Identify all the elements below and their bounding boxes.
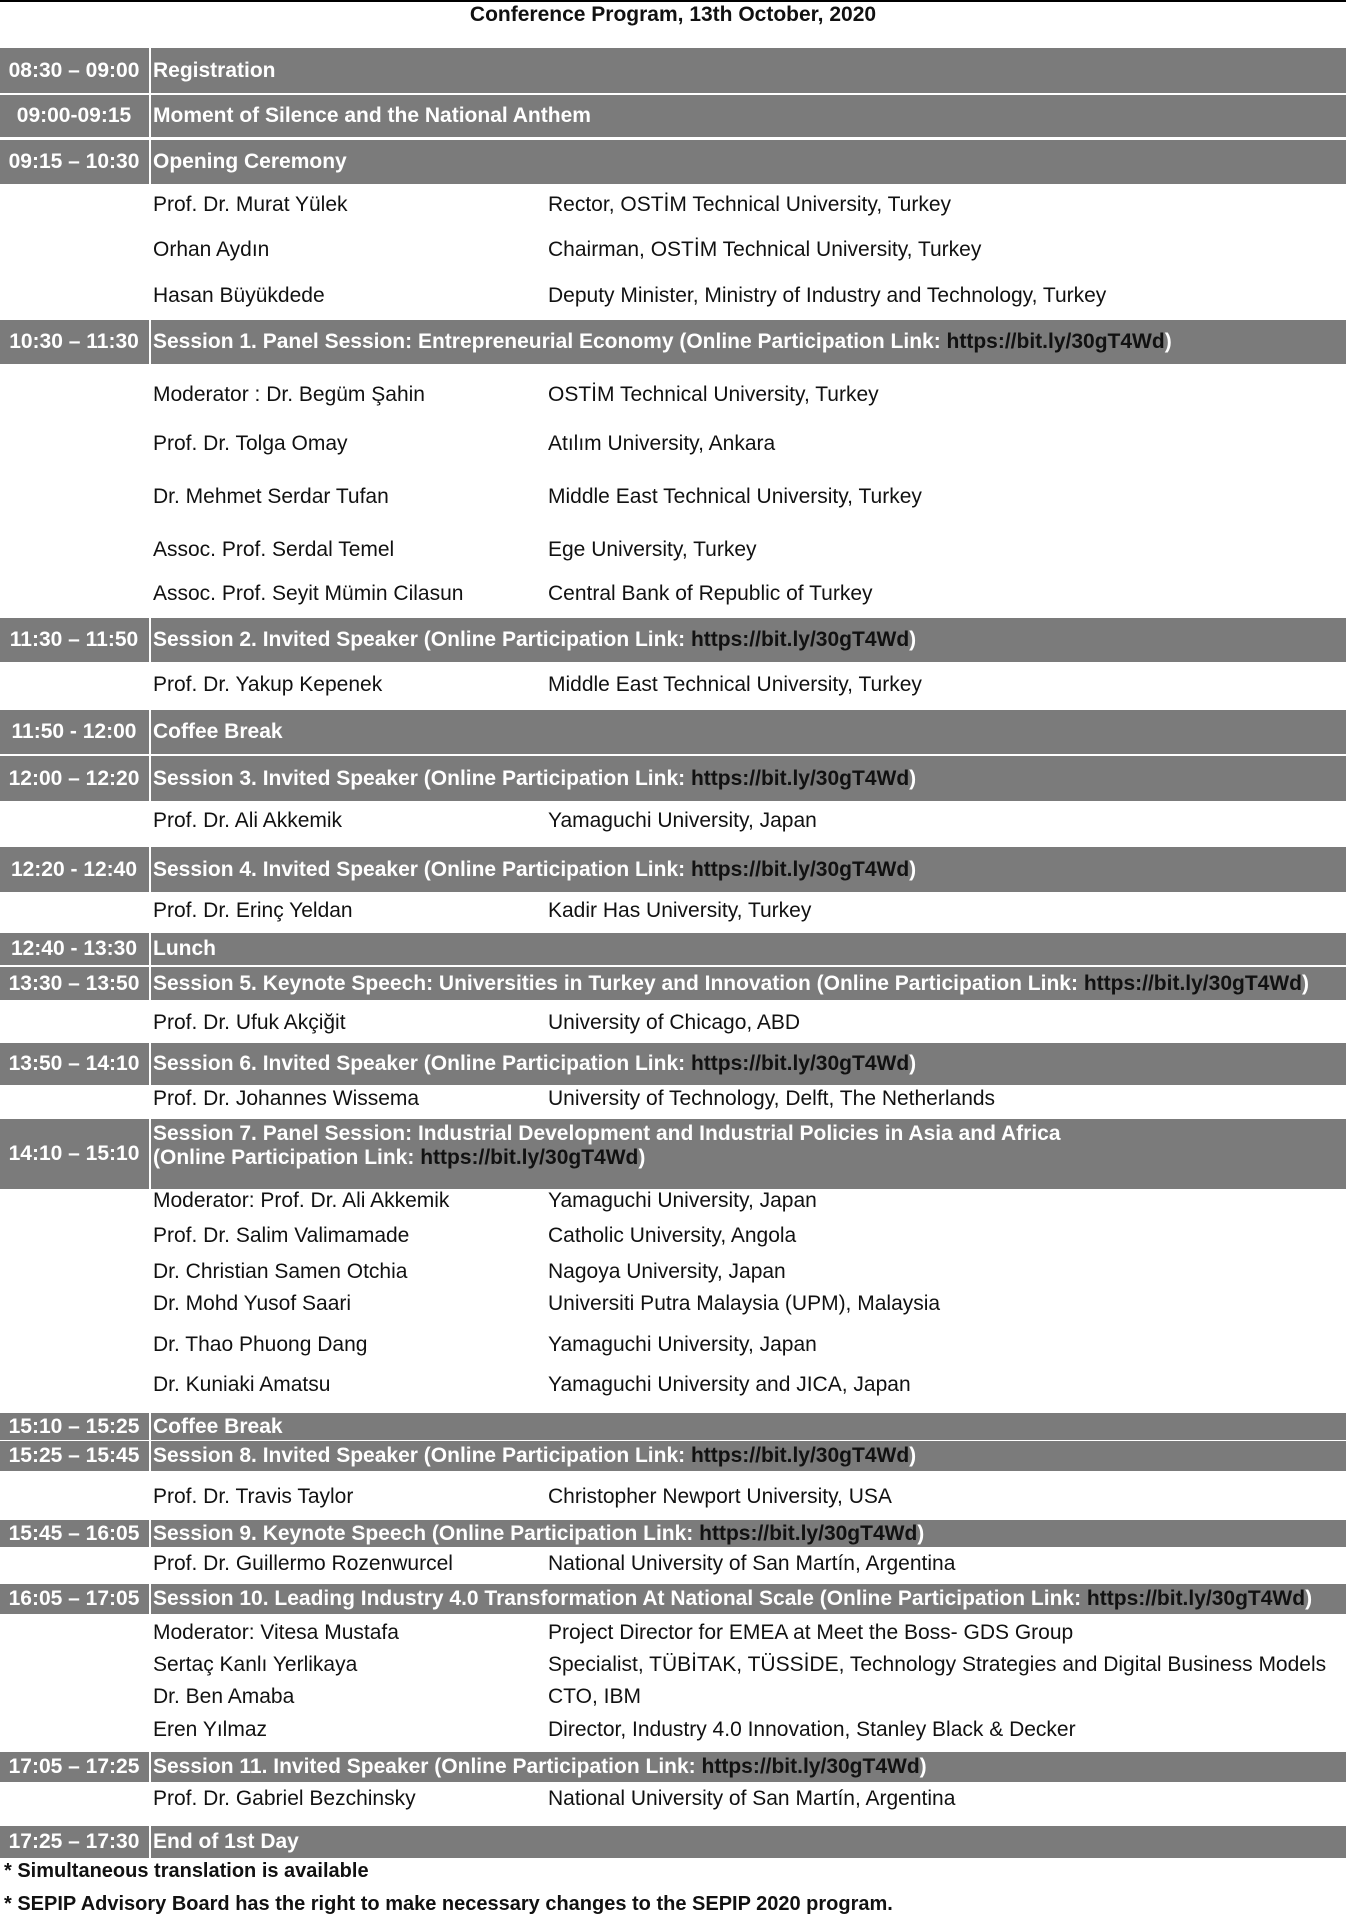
- speaker-name: Prof. Dr. Guillermo Rozenwurcel: [153, 1552, 453, 1575]
- session-title-line1: Session 7. Panel Session: Industrial Development and Industrial Policies in Asia and Africa: [153, 1122, 1061, 1145]
- speaker-name: Dr. Christian Samen Otchia: [153, 1260, 408, 1283]
- time-divider: [149, 1441, 151, 1471]
- session-label: Moment of Silence and the National Anthem: [153, 104, 591, 127]
- session-label: Lunch: [153, 937, 216, 960]
- session-label: Coffee Break: [153, 720, 283, 743]
- session-label: Session 4. Invited Speaker (Online Participation Link:: [153, 857, 691, 881]
- session-header-bar: [0, 618, 1346, 662]
- speaker-name: Prof. Dr. Ufuk Akçiğit: [153, 1011, 346, 1034]
- session-label: Session 1. Panel Session: Entrepreneurial Economy (Online Participation Link:: [153, 330, 947, 353]
- session-time: 12:40 - 13:30: [10, 937, 138, 960]
- speaker-name: Eren Yılmaz: [153, 1718, 267, 1741]
- speaker-affiliation: Deputy Minister, Ministry of Industry and Technology, Turkey: [548, 284, 1107, 307]
- note-advisory: * SEPIP Advisory Board has the right to make necessary changes to the SEPIP 2020 program.: [4, 1893, 893, 1915]
- session-time: 17:05 – 17:25: [8, 1755, 140, 1778]
- session-header-bar: [0, 1441, 1346, 1471]
- speaker-name: Orhan Aydın: [153, 238, 270, 261]
- participation-link[interactable]: https://bit.ly/30gT4Wd: [690, 1444, 910, 1467]
- speaker-affiliation: Atılım University, Ankara: [548, 432, 776, 455]
- close-paren: ): [1301, 971, 1309, 995]
- close-paren: ): [917, 1521, 925, 1545]
- session-title: [153, 967, 1342, 1000]
- participation-link[interactable]: https://bit.ly/30gT4Wd: [420, 1146, 639, 1169]
- session-header-bar: [0, 710, 1346, 754]
- session-title: [153, 1826, 1342, 1858]
- time-divider: [149, 1584, 151, 1614]
- session-title: [153, 1520, 1342, 1547]
- session-time: 14:10 – 15:10: [8, 1142, 140, 1165]
- session-label: End of 1st Day: [153, 1830, 299, 1853]
- note-translation: * Simultaneous translation is available: [4, 1860, 369, 1882]
- session-time: 12:20 - 12:40: [10, 857, 138, 881]
- session-header-bar: [0, 1752, 1346, 1782]
- session-label: Session 10. Leading Industry 4.0 Transformation At National Scale (Online Participation Link:: [153, 1587, 1087, 1610]
- speaker-name: Prof. Dr. Salim Valimamade: [153, 1224, 410, 1247]
- time-divider: [149, 1043, 151, 1085]
- session-time: 11:50 - 12:00: [11, 720, 137, 743]
- speaker-affiliation: Yamaguchi University, Japan: [548, 1333, 817, 1356]
- speaker-name: Prof. Dr. Johannes Wissema: [153, 1087, 420, 1110]
- session-header-bar: [0, 48, 1346, 93]
- speaker-affiliation: Kadir Has University, Turkey: [548, 899, 812, 922]
- session-header-bar: [0, 95, 1346, 137]
- close-paren: ): [1164, 330, 1172, 353]
- session-time: 17:25 – 17:30: [8, 1830, 140, 1853]
- time-divider: [149, 140, 151, 184]
- speaker-affiliation: Specialist, TÜBİTAK, TÜSSİDE, Technology Strategies and Digital Business Models: [548, 1653, 1327, 1676]
- speaker-affiliation: Director, Industry 4.0 Innovation, Stanley Black & Decker: [548, 1718, 1076, 1741]
- session-time: 09:00-09:15: [16, 104, 132, 127]
- session-time: 15:45 – 16:05: [8, 1521, 140, 1545]
- speaker-affiliation: Yamaguchi University and JICA, Japan: [548, 1373, 911, 1396]
- speaker-name: Moderator : Dr. Begüm Şahin: [153, 383, 425, 406]
- speaker-name: Hasan Büyükdede: [153, 284, 325, 307]
- session-title: [153, 320, 1342, 364]
- speaker-affiliation: Nagoya University, Japan: [548, 1260, 786, 1283]
- session-label: Session 11. Invited Speaker (Online Participation Link:: [153, 1755, 702, 1778]
- session-label: Session 3. Invited Speaker (Online Participation Link:: [153, 766, 691, 790]
- speaker-affiliation: OSTİM Technical University, Turkey: [548, 383, 879, 406]
- time-divider: [149, 933, 151, 965]
- close-paren: ): [909, 766, 917, 790]
- speaker-name: Prof. Dr. Ali Akkemik: [153, 809, 343, 832]
- participation-link[interactable]: https://bit.ly/30gT4Wd: [690, 1052, 910, 1075]
- time-divider: [149, 1826, 151, 1858]
- session-header-bar: [0, 1520, 1346, 1547]
- session-time: 13:30 – 13:50: [8, 971, 140, 995]
- speaker-name: Dr. Kuniaki Amatsu: [153, 1373, 331, 1396]
- session-label: Session 9. Keynote Speech (Online Participation Link:: [153, 1521, 700, 1545]
- session-title: [153, 1413, 1342, 1440]
- speaker-name: Prof. Dr. Murat Yülek: [153, 193, 348, 216]
- session-header-bar: [0, 1043, 1346, 1085]
- close-paren: ): [909, 1052, 917, 1075]
- close-paren: ): [909, 857, 917, 881]
- speaker-affiliation: Central Bank of Republic of Turkey: [548, 582, 873, 605]
- time-divider: [149, 1752, 151, 1782]
- speaker-affiliation: Rector, OSTİM Technical University, Turkey: [548, 193, 952, 216]
- speaker-affiliation: Middle East Technical University, Turkey: [548, 673, 922, 696]
- participation-link[interactable]: https://bit.ly/30gT4Wd: [699, 1521, 918, 1545]
- speaker-affiliation: National University of San Martín, Argentina: [548, 1552, 956, 1575]
- time-divider: [149, 710, 151, 754]
- session-time: 16:05 – 17:05: [8, 1587, 140, 1610]
- participation-link[interactable]: https://bit.ly/30gT4Wd: [1086, 1587, 1306, 1610]
- speaker-affiliation: Chairman, OSTİM Technical University, Turkey: [548, 238, 982, 261]
- time-divider: [149, 1520, 151, 1547]
- session-title: [153, 1043, 1342, 1085]
- participation-link[interactable]: https://bit.ly/30gT4Wd: [690, 766, 910, 790]
- session-title: [153, 710, 1342, 754]
- speaker-name: Prof. Dr. Yakup Kepenek: [153, 673, 383, 696]
- session-time: 11:30 – 11:50: [9, 628, 139, 651]
- speaker-affiliation: Yamaguchi University, Japan: [548, 809, 817, 832]
- close-paren: ): [1305, 1587, 1313, 1610]
- program-title: Conference Program, 13th October, 2020: [469, 3, 877, 26]
- speaker-name: Prof. Dr. Tolga Omay: [153, 432, 348, 455]
- session-time: 10:30 – 11:30: [9, 330, 139, 353]
- session-label: Coffee Break: [153, 1414, 283, 1438]
- session-title: [153, 1752, 1342, 1782]
- session-header-bar: [0, 847, 1346, 892]
- participation-link[interactable]: https://bit.ly/30gT4Wd: [690, 857, 910, 881]
- close-paren: ): [638, 1146, 646, 1169]
- close-paren: ): [909, 628, 917, 651]
- session-time: 09:15 – 10:30: [8, 150, 140, 173]
- session-header-bar: [0, 756, 1346, 801]
- session-label: Session 5. Keynote Speech: Universities in Turkey and Innovation (Online Participation Link:: [153, 971, 1084, 995]
- speaker-name: Assoc. Prof. Serdal Temel: [153, 538, 395, 561]
- session-title: [153, 847, 1342, 892]
- speaker-name: Sertaç Kanlı Yerlikaya: [153, 1653, 358, 1676]
- speaker-name: Prof. Dr. Gabriel Bezchinsky: [153, 1787, 416, 1810]
- session-time: 08:30 – 09:00: [8, 58, 140, 82]
- session-title: [153, 756, 1342, 801]
- session-header-bar: [0, 1826, 1346, 1858]
- speaker-name: Prof. Dr. Travis Taylor: [153, 1485, 354, 1508]
- session-label: Opening Ceremony: [153, 150, 347, 173]
- participation-link[interactable]: https://bit.ly/30gT4Wd: [690, 628, 910, 651]
- speaker-affiliation: Catholic University, Angola: [548, 1224, 797, 1247]
- session-title-line2: [153, 1146, 1342, 1170]
- time-divider: [149, 967, 151, 1000]
- participation-link[interactable]: https://bit.ly/30gT4Wd: [701, 1755, 920, 1778]
- session-title: [153, 1584, 1342, 1614]
- session-header-bar: [0, 320, 1346, 364]
- session-title: [153, 48, 1342, 93]
- time-divider: [149, 847, 151, 892]
- speaker-affiliation: Middle East Technical University, Turkey: [548, 485, 922, 508]
- close-paren: ): [909, 1444, 917, 1467]
- session-time: 15:10 – 15:25: [8, 1414, 140, 1438]
- session-title: [153, 95, 1342, 137]
- speaker-name: Dr. Mehmet Serdar Tufan: [153, 485, 389, 508]
- time-divider: [149, 320, 151, 364]
- time-divider: [149, 756, 151, 801]
- participation-link[interactable]: https://bit.ly/30gT4Wd: [1083, 971, 1302, 995]
- session-header-bar: [0, 933, 1346, 965]
- session-time: 12:00 – 12:20: [8, 766, 140, 790]
- session-title: [153, 1119, 1342, 1189]
- session-header-bar: [0, 1413, 1346, 1440]
- session-time: 13:50 – 14:10: [8, 1052, 140, 1075]
- session-title: [153, 618, 1342, 662]
- session-label: Session 6. Invited Speaker (Online Participation Link:: [153, 1052, 691, 1075]
- session-title: [153, 140, 1342, 184]
- speaker-affiliation: Christopher Newport University, USA: [548, 1485, 892, 1508]
- time-divider: [149, 1119, 151, 1189]
- speaker-affiliation: CTO, IBM: [548, 1685, 641, 1708]
- session-header-bar: [0, 1119, 1346, 1189]
- speaker-affiliation: University of Technology, Delft, The Netherlands: [548, 1087, 996, 1110]
- speaker-affiliation: University of Chicago, ABD: [548, 1011, 801, 1034]
- session-title: [153, 933, 1342, 965]
- session-label: Registration: [153, 58, 276, 82]
- speaker-name: Prof. Dr. Erinç Yeldan: [153, 899, 353, 922]
- speaker-name: Assoc. Prof. Seyit Mümin Cilasun: [153, 582, 464, 605]
- time-divider: [149, 48, 151, 93]
- time-divider: [149, 618, 151, 662]
- time-divider: [149, 95, 151, 137]
- speaker-name: Dr. Thao Phuong Dang: [153, 1333, 368, 1356]
- speaker-name: Dr. Mohd Yusof Saari: [153, 1292, 352, 1315]
- speaker-affiliation: Ege University, Turkey: [548, 538, 757, 561]
- session-time: 15:25 – 15:45: [8, 1444, 140, 1467]
- session-label: Session 2. Invited Speaker (Online Participation Link:: [153, 628, 691, 651]
- session-header-bar: [0, 967, 1346, 1000]
- close-paren: ): [919, 1755, 927, 1778]
- session-header-bar: [0, 1584, 1346, 1614]
- speaker-name: Dr. Ben Amaba: [153, 1685, 295, 1708]
- session-label: Session 8. Invited Speaker (Online Participation Link:: [153, 1444, 691, 1467]
- session-header-bar: [0, 140, 1346, 184]
- speaker-affiliation: Project Director for EMEA at Meet the Boss- GDS Group: [548, 1621, 1074, 1644]
- speaker-name: Moderator: Prof. Dr. Ali Akkemik: [153, 1189, 450, 1212]
- speaker-affiliation: Universiti Putra Malaysia (UPM), Malaysia: [548, 1292, 941, 1315]
- speaker-name: Moderator: Vitesa Mustafa: [153, 1621, 399, 1644]
- session-title: [153, 1441, 1342, 1471]
- time-divider: [149, 1413, 151, 1440]
- session-link-prefix: (Online Participation Link:: [153, 1146, 421, 1169]
- speaker-affiliation: Yamaguchi University, Japan: [548, 1189, 817, 1212]
- participation-link[interactable]: https://bit.ly/30gT4Wd: [946, 330, 1165, 353]
- speaker-affiliation: National University of San Martín, Argentina: [548, 1787, 956, 1810]
